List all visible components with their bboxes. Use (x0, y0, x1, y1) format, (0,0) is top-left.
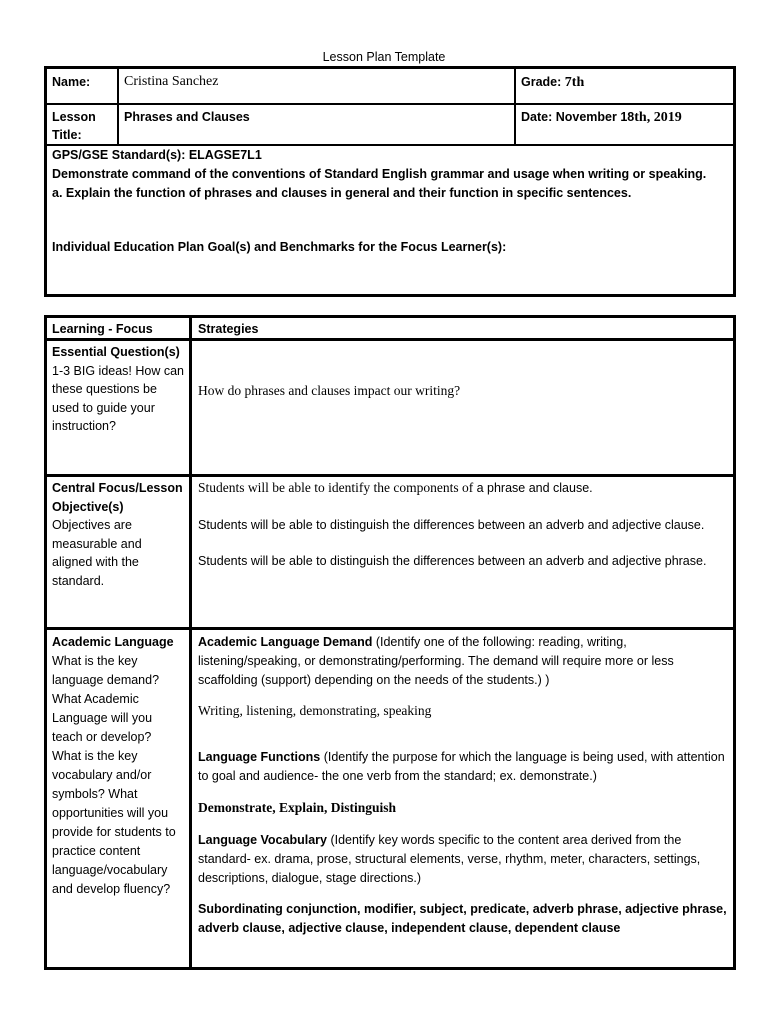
date-field (516, 106, 731, 130)
standards-item-a: a. Explain the function of phrases and clauses in general and their function in specific sentences. (52, 186, 632, 200)
lesson-title-label: Lesson Title: (52, 110, 96, 142)
language-functions-text: (Identify the purpose for which the language is being used, with attention to goal and audience- the one verb from the standard; ex. demonstrate.) (198, 750, 725, 783)
language-demand-label: Academic Language Demand (198, 635, 373, 649)
language-vocabulary-answer: Subordinating conjunction, modifier, subject, predicate, adverb phrase, adjective phrase, adverb clause, adjective clause, independent clause, dependent clause (198, 902, 727, 935)
date-suffix: th, 2019 (634, 110, 682, 125)
divider (47, 627, 733, 630)
language-vocabulary (198, 831, 729, 888)
academic-language-content (192, 632, 735, 939)
essential-question-content: How do phrases and clauses impact our writing? (198, 383, 461, 398)
language-functions-label: Language Functions (198, 750, 321, 764)
essential-question-desc: 1-3 BIG ideas! How can these questions be used to guide your instruction? (52, 363, 185, 433)
name-label: Name: (52, 75, 91, 89)
central-focus-content (192, 478, 735, 572)
grade-field (516, 70, 731, 95)
language-demand-text: (Identify one of the following: reading, writing, listening/speaking, or demonstrating/performing. The demand will require more or less scaffolding (support) depending on the needs of the students.) ) (198, 635, 674, 687)
central-focus-cell (47, 478, 189, 591)
learning-focus-header: Learning - Focus (52, 322, 153, 336)
objective-1 (198, 479, 729, 498)
language-demand-answer: Writing, listening, demonstrating, speaking (198, 703, 432, 718)
objective-2: Students will be able to distinguish the differences between an adverb and adjective clause. (198, 517, 705, 532)
standards-text: Demonstrate command of the conventions of Standard English grammar and usage when writing or speaking. (52, 167, 707, 181)
grade-label: Grade: (521, 75, 562, 89)
standards-section (47, 146, 733, 259)
central-focus-desc: Objectives are measurable and aligned with the standard. (52, 518, 142, 588)
objective-3: Students will be able to distinguish the differences between an adverb and adjective phrase. (198, 554, 707, 568)
objective-1-sans: a phrase and clause. (476, 481, 593, 495)
name-value: Cristina Sanchez (124, 74, 219, 89)
central-focus-title: Central Focus/Lesson Objective(s) (52, 481, 183, 514)
language-vocabulary-text: (Identify key words specific to the content area derived from the standard- ex. drama, prose, structural elements, verse, rhythm, meter, characters, settings, descriptions, dialogue, stage directions.) (198, 833, 701, 885)
essential-question-title: Essential Question(s) (52, 345, 180, 359)
lesson-title-value: Phrases and Clauses (124, 110, 250, 124)
academic-language-cell (47, 632, 189, 900)
divider (47, 103, 733, 105)
standards-line: GPS/GSE Standard(s): ELAGSE7L1 (52, 148, 262, 162)
divider (47, 474, 733, 477)
grade-value: 7th (564, 75, 585, 90)
language-functions-answer: Demonstrate, Explain, Distinguish (198, 800, 397, 815)
document-title: Lesson Plan Template (322, 50, 446, 64)
header-table (44, 66, 736, 297)
main-table (44, 315, 736, 970)
iep-line: Individual Education Plan Goal(s) and Benchmarks for the Focus Learner(s): (52, 240, 507, 254)
language-demand (198, 633, 729, 690)
language-functions (198, 748, 729, 786)
strategies-header: Strategies (198, 322, 259, 336)
academic-language-title: Academic Language (52, 635, 174, 649)
academic-language-desc: What is the key language demand? What Academic Language will you teach or develop? What is the key vocabulary and/or symbols? What opportunities will you provide for students to practice content language/vocabulary and develop fluency? (52, 654, 176, 896)
language-vocabulary-label: Language Vocabulary (198, 833, 327, 847)
essential-question-cell (47, 342, 189, 437)
objective-1-serif: Students will be able to identify the components of (198, 480, 477, 495)
date-label: Date: November 18 (521, 110, 635, 124)
